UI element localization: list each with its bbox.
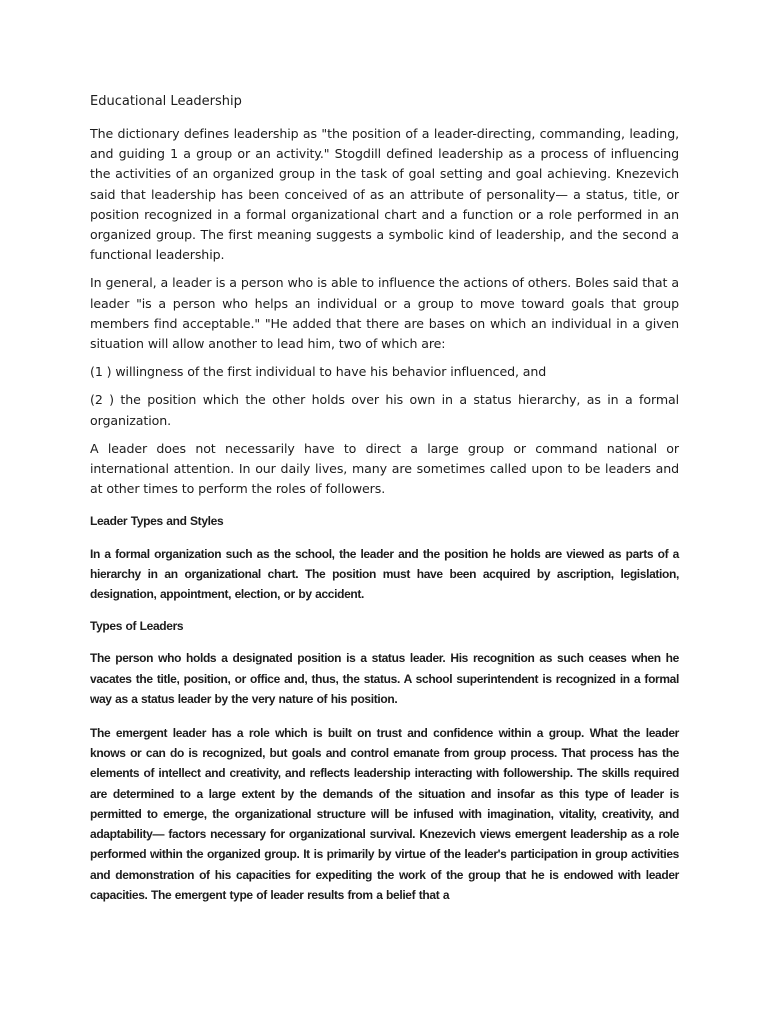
intro-paragraph: In general, a leader is a person who is able to influence the actions of others. Boles said that a leader "is a person who helps an individual or a group to move toward goals that group members find acceptable." "He added that there are bases on which an individual in a given situation will allow another to lead him, two of which are: — [90, 275, 679, 352]
intro-section — [90, 124, 679, 499]
document-title: Educational Leadership — [90, 94, 242, 109]
section-heading-leader-types: Leader Types and Styles — [90, 514, 224, 529]
intro-paragraph: A leader does not necessarily have to direct a large group or command national or international attention. In our daily lives, many are sometimes called upon to be leaders and at other times to perform the roles of followers. — [90, 440, 679, 497]
section-paragraph: The emergent leader has a role which is built on trust and confidence within a group. What the leader knows or can do is recognized, but goals and control emanate from group process. That process has the elements of intellect and creativity, and reflects leadership interacting with followership. The skills required are determined to a large extent by the demands of the situation and insofar as this type of leader is permitted to emerge, the organizational structure will be infused with imagination, vitality, creativity, and adaptability— factors necessary for organizational survival. Knezevich views emergent leadership as a role performed within the organized group. It is primarily by virtue of the leader's participation in group activities and demonstration of his capacities for expediting the work of the group that he is endowed with leader capacities. The emergent type of leader results from a belief that a — [90, 726, 679, 902]
intro-paragraph: (1 ) willingness of the first individual to have his behavior influenced, and — [90, 364, 547, 380]
leader-types-section — [90, 511, 679, 904]
intro-paragraph: The dictionary defines leadership as "the position of a leader-directing, commanding, leading, and guiding 1 a group or an activity." Stogdill defined leadership as a process of influencing the activities of an organized group in the task of goal setting and goal achieving. Knezevich said that leadership has been conceived of as an attribute of personality— a status, title, or position recognized in a formal organizational chart and a function or a role performed in an organized group. The first meaning suggests a symbolic kind of leadership, and the second a functional leadership. — [90, 126, 679, 263]
section-heading-types-of-leaders: Types of Leaders — [90, 619, 184, 634]
section-paragraph: The person who holds a designated position is a status leader. His recognition as such ceases when he vacates the title, position, or office and, thus, the status. A school superintendent is recognized in a formal way as a status leader by the very nature of his position. — [90, 651, 679, 706]
section-paragraph: In a formal organization such as the school, the leader and the position he holds are viewed as parts of a hierarchy in an organizational chart. The position must have been acquired by ascription, legislation, designation, appointment, election, or by accident. — [90, 546, 679, 602]
document-page — [90, 92, 679, 917]
intro-paragraph: (2 ) the position which the other holds over his own in a status hierarchy, as in a formal organization. — [90, 392, 679, 428]
